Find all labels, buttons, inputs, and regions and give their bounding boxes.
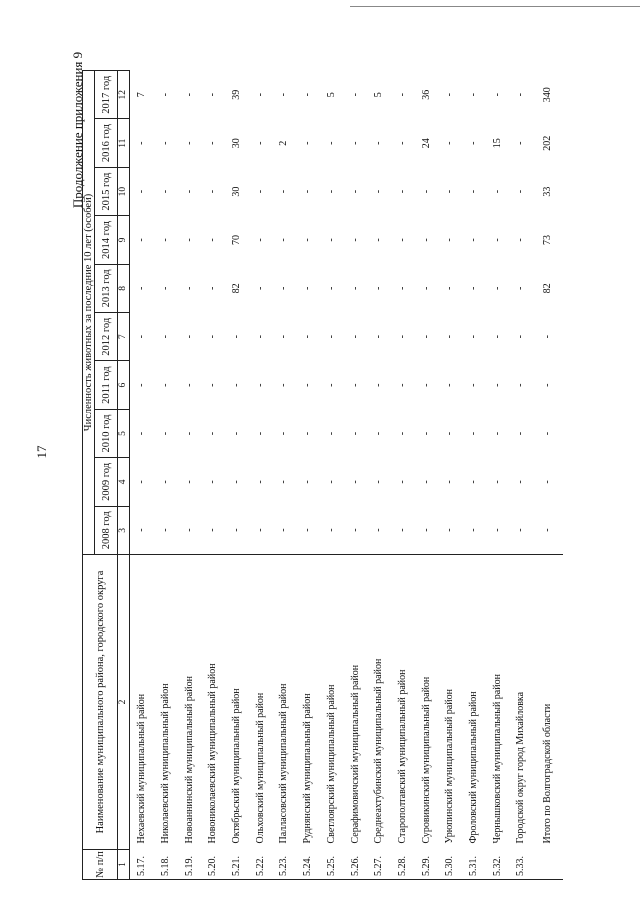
- continuation-title: Продолжение приложения 9: [70, 51, 85, 209]
- row-value: -: [542, 528, 554, 532]
- row-value: -: [160, 141, 172, 145]
- header-name: Наименование муниципального района, городского округа: [83, 555, 118, 850]
- row-value: -: [183, 528, 195, 532]
- row-value: -: [325, 383, 337, 387]
- row-value: -: [396, 189, 408, 194]
- row-value: -: [396, 528, 408, 532]
- table-row: [130, 71, 154, 880]
- header-year: 2016 год: [95, 119, 118, 167]
- row-value: -: [420, 480, 432, 484]
- table-row: [201, 71, 225, 880]
- row-number: [533, 850, 563, 880]
- rotated-table-container: [82, 70, 640, 880]
- row-value: -: [491, 93, 503, 97]
- row-value: -: [231, 480, 243, 484]
- table-body: [130, 71, 563, 880]
- row-name: Старополтавский муниципальный район: [391, 555, 415, 850]
- row-value: -: [302, 335, 314, 339]
- row-value: -: [278, 431, 290, 436]
- row-value: -: [325, 431, 337, 436]
- row-value: -: [373, 528, 385, 532]
- table-row: [509, 71, 533, 880]
- row-value: -: [160, 286, 172, 291]
- row-value: -: [207, 286, 219, 291]
- row-value: -: [349, 431, 361, 436]
- row-value: -: [278, 528, 290, 532]
- row-value: 24: [420, 138, 432, 149]
- row-value: -: [254, 383, 266, 387]
- row-value: -: [444, 286, 456, 291]
- row-value: -: [325, 238, 337, 242]
- row-name: Фроловский муниципальный район: [462, 555, 486, 850]
- row-number: 5.31.: [462, 850, 486, 880]
- header-column-number: 10: [118, 167, 130, 215]
- row-value: -: [325, 335, 337, 339]
- row-value: -: [325, 189, 337, 194]
- table-row: [225, 71, 249, 880]
- row-value: -: [136, 431, 148, 436]
- row-value: -: [467, 93, 479, 97]
- row-value: -: [183, 286, 195, 291]
- row-value: -: [278, 383, 290, 387]
- row-value: 5: [373, 92, 385, 98]
- header-year: 2010 год: [95, 409, 118, 457]
- row-value: -: [373, 431, 385, 436]
- row-value: -: [491, 189, 503, 194]
- table-row: [296, 71, 320, 880]
- row-value: -: [491, 528, 503, 532]
- row-value: -: [396, 335, 408, 339]
- row-number: 5.18.: [154, 850, 178, 880]
- row-name: Палласовский муниципальный район: [272, 555, 296, 850]
- row-value: -: [160, 383, 172, 387]
- row-value: -: [254, 189, 266, 194]
- row-value: -: [420, 335, 432, 339]
- row-value: 82: [231, 283, 243, 294]
- row-value: -: [444, 383, 456, 387]
- row-value: -: [515, 141, 527, 145]
- row-value: -: [467, 189, 479, 194]
- row-value: -: [467, 141, 479, 145]
- row-name: Суровикинский муниципальный район: [414, 555, 438, 850]
- row-number: 5.17.: [130, 850, 154, 880]
- row-value: 30: [231, 138, 243, 149]
- row-value: -: [420, 189, 432, 194]
- row-value: -: [278, 480, 290, 484]
- row-value: -: [183, 141, 195, 145]
- row-value: -: [373, 286, 385, 291]
- table-row: [533, 71, 563, 880]
- row-value: -: [420, 431, 432, 436]
- row-value: -: [302, 480, 314, 484]
- row-value: -: [373, 480, 385, 484]
- row-value: 2: [278, 140, 290, 146]
- row-value: -: [207, 141, 219, 145]
- row-value: -: [542, 335, 554, 339]
- row-value: -: [444, 335, 456, 339]
- row-value: -: [491, 335, 503, 339]
- row-value: -: [183, 335, 195, 339]
- row-value: -: [254, 286, 266, 291]
- table-row: [438, 71, 462, 880]
- row-value: -: [302, 189, 314, 194]
- table-row: [272, 71, 296, 880]
- row-value: -: [444, 431, 456, 436]
- header-column-number: 2: [118, 555, 130, 850]
- header-column-number: 8: [118, 264, 130, 312]
- row-value: -: [467, 238, 479, 242]
- row-value: 5: [325, 92, 337, 98]
- row-value: -: [302, 286, 314, 291]
- row-name: Итого по Волгоградской области: [533, 555, 563, 850]
- row-value: -: [254, 141, 266, 145]
- row-number: 5.28.: [391, 850, 415, 880]
- row-value: -: [136, 286, 148, 291]
- row-value: -: [420, 383, 432, 387]
- row-value: 30: [231, 186, 243, 197]
- row-value: -: [254, 93, 266, 97]
- header-year: 2013 год: [95, 264, 118, 312]
- row-value: 15: [491, 138, 503, 149]
- row-value: 82: [542, 283, 554, 294]
- table-row: [414, 71, 438, 880]
- row-value: -: [349, 480, 361, 484]
- row-value: -: [278, 335, 290, 339]
- row-value: -: [467, 383, 479, 387]
- row-name: Чернышковский муниципальный район: [485, 555, 509, 850]
- row-number: 5.23.: [272, 850, 296, 880]
- row-value: 70: [231, 234, 243, 245]
- row-value: -: [515, 528, 527, 532]
- header-year: 2008 год: [95, 506, 118, 554]
- header-column-number: 5: [118, 409, 130, 457]
- row-value: -: [515, 286, 527, 291]
- row-number: 5.22.: [248, 850, 272, 880]
- row-value: -: [254, 480, 266, 484]
- row-value: -: [373, 141, 385, 145]
- row-value: -: [444, 141, 456, 145]
- row-value: -: [325, 141, 337, 145]
- row-name: Среднеахтубинский муниципальный район: [367, 555, 391, 850]
- row-value: -: [207, 480, 219, 484]
- row-value: -: [160, 431, 172, 436]
- row-value: -: [231, 431, 243, 436]
- row-value: -: [254, 335, 266, 339]
- row-value: -: [160, 93, 172, 97]
- row-value: -: [444, 238, 456, 242]
- row-value: -: [349, 238, 361, 242]
- row-value: -: [207, 383, 219, 387]
- table-row: [391, 71, 415, 880]
- row-value: -: [231, 528, 243, 532]
- row-number: 5.32.: [485, 850, 509, 880]
- row-name: Руднянский муниципальный район: [296, 555, 320, 850]
- row-number: 5.27.: [367, 850, 391, 880]
- row-value: -: [254, 528, 266, 532]
- row-value: -: [491, 238, 503, 242]
- row-value: -: [515, 335, 527, 339]
- row-value: -: [254, 238, 266, 242]
- row-value: -: [183, 383, 195, 387]
- row-value: -: [515, 189, 527, 194]
- header-column-number: 4: [118, 458, 130, 506]
- row-value: -: [467, 431, 479, 436]
- row-value: -: [396, 141, 408, 145]
- top-rule: [350, 6, 640, 7]
- row-value: -: [302, 528, 314, 532]
- row-name: Нехаевский муниципальный район: [130, 555, 154, 850]
- row-value: -: [183, 480, 195, 484]
- header-column-number: 12: [118, 71, 130, 119]
- row-value: -: [278, 286, 290, 291]
- row-value: -: [542, 480, 554, 484]
- row-value: 202: [542, 135, 554, 151]
- row-name: Урюпинский муниципальный район: [438, 555, 462, 850]
- row-value: -: [467, 335, 479, 339]
- row-value: -: [136, 383, 148, 387]
- row-value: -: [136, 238, 148, 242]
- row-value: -: [349, 93, 361, 97]
- header-column-number: 11: [118, 119, 130, 167]
- row-name: Серафимовичский муниципальный район: [343, 555, 367, 850]
- row-name: Новониколаевский муниципальный район: [201, 555, 225, 850]
- row-value: -: [278, 189, 290, 194]
- row-value: -: [444, 480, 456, 484]
- row-name: Новоаннинский муниципальный район: [177, 555, 201, 850]
- row-value: -: [373, 383, 385, 387]
- table-row: [462, 71, 486, 880]
- row-value: -: [396, 238, 408, 242]
- row-value: -: [420, 286, 432, 291]
- row-value: -: [183, 431, 195, 436]
- row-number: 5.33.: [509, 850, 533, 880]
- row-name: Ольховский муниципальный район: [248, 555, 272, 850]
- row-value: -: [136, 528, 148, 532]
- row-name: Октябрьский муниципальный район: [225, 555, 249, 850]
- header-column-number: 7: [118, 313, 130, 361]
- row-value: -: [231, 335, 243, 339]
- header-column-number: 6: [118, 361, 130, 409]
- row-value: -: [302, 238, 314, 242]
- row-value: 7: [136, 92, 148, 98]
- row-value: -: [396, 286, 408, 291]
- row-value: -: [160, 238, 172, 242]
- row-number: 5.26.: [343, 850, 367, 880]
- header-year: 2015 год: [95, 167, 118, 215]
- header-group-title: Численность животных за последние 10 лет (особей): [83, 71, 95, 555]
- header-year: 2017 год: [95, 71, 118, 119]
- row-number: 5.21.: [225, 850, 249, 880]
- row-value: -: [207, 93, 219, 97]
- table-row: [343, 71, 367, 880]
- row-value: 39: [231, 89, 243, 100]
- row-value: -: [160, 480, 172, 484]
- header-column-number: 9: [118, 216, 130, 264]
- row-value: -: [396, 93, 408, 97]
- row-value: -: [444, 93, 456, 97]
- row-value: -: [420, 528, 432, 532]
- row-value: -: [444, 528, 456, 532]
- table-row: [154, 71, 178, 880]
- row-value: -: [302, 93, 314, 97]
- row-value: -: [491, 286, 503, 291]
- row-value: -: [325, 286, 337, 291]
- row-value: -: [349, 528, 361, 532]
- table-row: [485, 71, 509, 880]
- row-number: 5.19.: [177, 850, 201, 880]
- row-number: 5.29.: [414, 850, 438, 880]
- row-value: -: [278, 238, 290, 242]
- header-year: 2014 год: [95, 216, 118, 264]
- row-value: -: [278, 93, 290, 97]
- row-value: -: [396, 431, 408, 436]
- header-no: № п/п: [83, 850, 118, 880]
- row-value: -: [515, 383, 527, 387]
- header-year: 2012 год: [95, 313, 118, 361]
- row-value: -: [160, 335, 172, 339]
- row-value: -: [420, 238, 432, 242]
- row-value: -: [515, 480, 527, 484]
- table-header: [83, 71, 130, 880]
- row-value: -: [160, 528, 172, 532]
- row-value: -: [491, 480, 503, 484]
- header-column-number: 1: [118, 850, 130, 880]
- row-value: -: [207, 238, 219, 242]
- table-row: [177, 71, 201, 880]
- row-value: -: [467, 286, 479, 291]
- row-value: 36: [420, 89, 432, 100]
- row-value: -: [183, 238, 195, 242]
- row-number: 5.25.: [320, 850, 344, 880]
- row-value: -: [467, 528, 479, 532]
- row-name: Светлоярский муниципальный район: [320, 555, 344, 850]
- row-value: -: [491, 383, 503, 387]
- row-value: -: [515, 238, 527, 242]
- row-value: -: [302, 431, 314, 436]
- row-name: Николаевский муниципальный район: [154, 555, 178, 850]
- row-value: -: [373, 335, 385, 339]
- row-value: -: [515, 93, 527, 97]
- row-number: 5.30.: [438, 850, 462, 880]
- animals-table: [82, 70, 563, 880]
- row-value: -: [373, 238, 385, 242]
- row-value: -: [325, 480, 337, 484]
- row-value: -: [349, 335, 361, 339]
- row-name: Городской округ город Михайловка: [509, 555, 533, 850]
- row-value: -: [136, 141, 148, 145]
- row-value: -: [373, 189, 385, 194]
- row-value: -: [160, 189, 172, 194]
- row-value: -: [325, 528, 337, 532]
- table-row: [248, 71, 272, 880]
- row-value: -: [349, 286, 361, 291]
- row-value: -: [491, 431, 503, 436]
- row-value: -: [349, 189, 361, 194]
- row-value: 73: [542, 234, 554, 245]
- row-value: -: [396, 480, 408, 484]
- row-value: -: [136, 189, 148, 194]
- row-value: -: [231, 383, 243, 387]
- row-value: -: [207, 528, 219, 532]
- row-number: 5.20.: [201, 850, 225, 880]
- table-row: [367, 71, 391, 880]
- row-number: 5.24.: [296, 850, 320, 880]
- row-value: -: [136, 480, 148, 484]
- row-value: 33: [542, 186, 554, 197]
- row-value: -: [444, 189, 456, 194]
- page-number: 17: [34, 445, 49, 459]
- row-value: -: [542, 383, 554, 387]
- header-column-number: 3: [118, 506, 130, 554]
- row-value: -: [302, 141, 314, 145]
- row-value: -: [207, 335, 219, 339]
- row-value: 340: [542, 87, 554, 103]
- row-value: -: [302, 383, 314, 387]
- row-value: -: [183, 189, 195, 194]
- row-value: -: [207, 189, 219, 194]
- row-value: -: [349, 141, 361, 145]
- row-value: -: [349, 383, 361, 387]
- row-value: -: [467, 480, 479, 484]
- header-year: 2011 год: [95, 361, 118, 409]
- row-value: -: [542, 431, 554, 436]
- row-value: -: [515, 431, 527, 436]
- row-value: -: [207, 431, 219, 436]
- row-value: -: [396, 383, 408, 387]
- row-value: -: [183, 93, 195, 97]
- row-value: -: [136, 335, 148, 339]
- table-row: [320, 71, 344, 880]
- header-year: 2009 год: [95, 458, 118, 506]
- row-value: -: [254, 431, 266, 436]
